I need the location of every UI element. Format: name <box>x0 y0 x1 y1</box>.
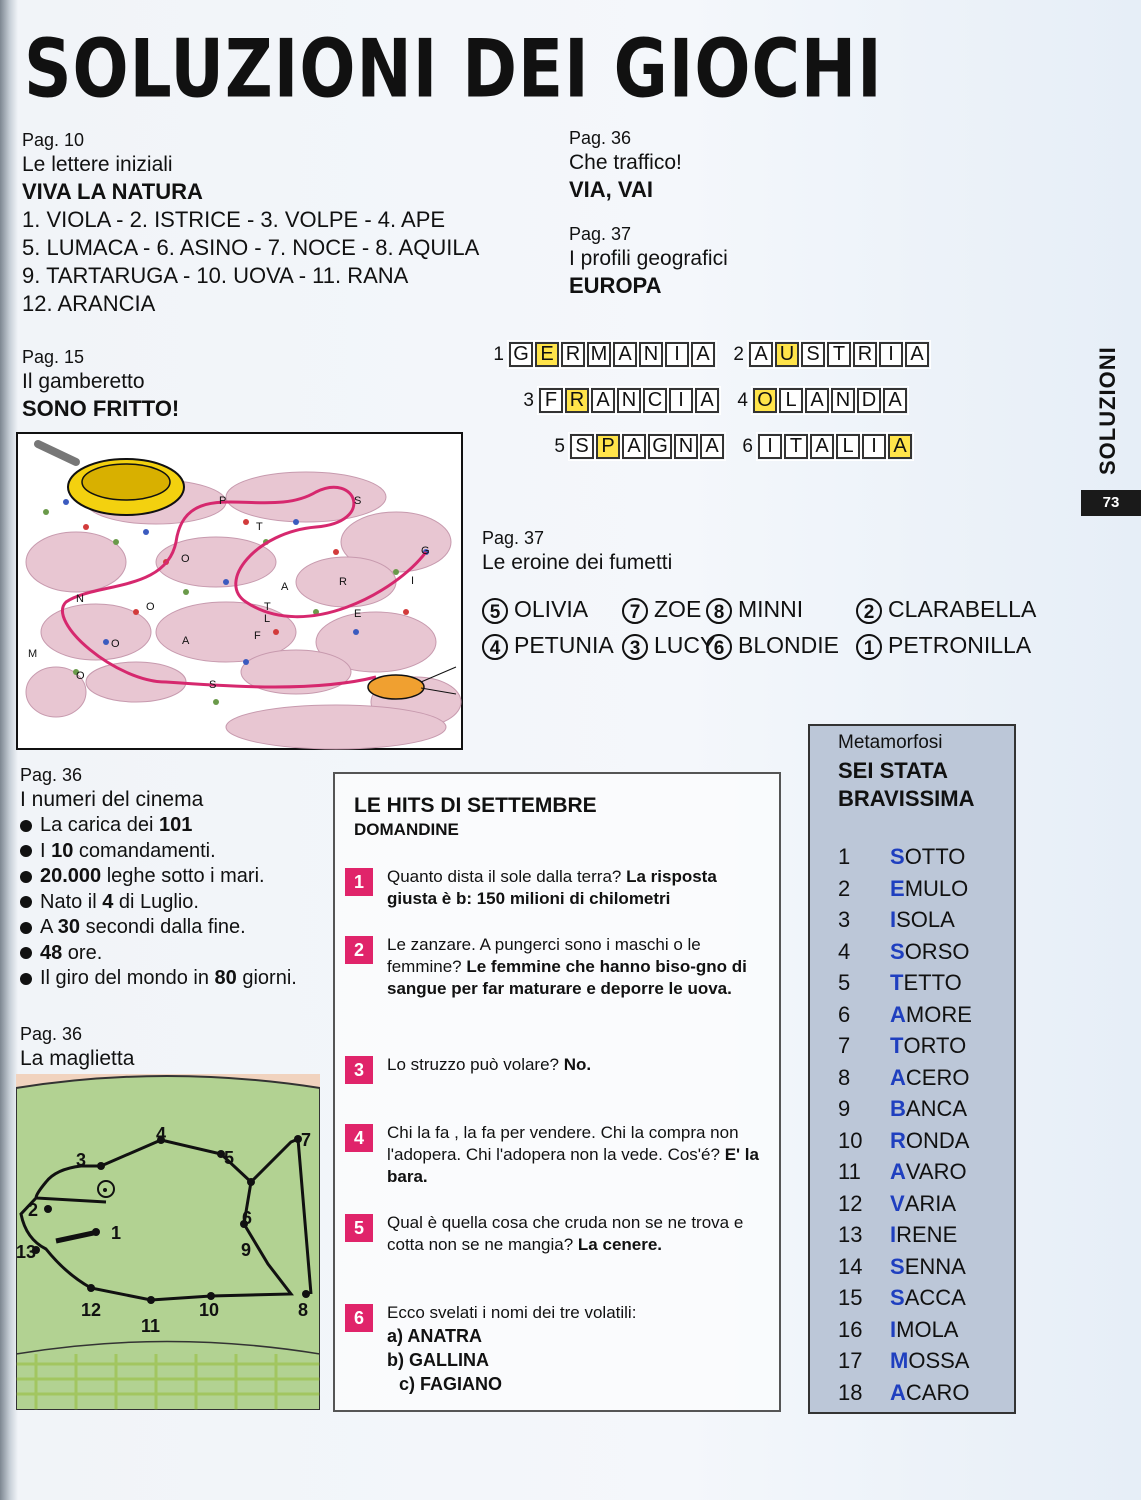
row-word-rest: ACCA <box>904 1285 966 1310</box>
dot-label: 6 <box>242 1208 253 1228</box>
maze-letter: A <box>182 635 190 647</box>
crossword-cell: D <box>857 388 881 413</box>
question-text: Qual è quella cosa che cruda non se ne trova e cotta non se ne mangia? <box>387 1213 744 1254</box>
metamorfosi-row <box>838 1002 972 1032</box>
heroine-item <box>706 632 839 660</box>
metamorfosi-row <box>838 1285 966 1315</box>
dot-label: 2 <box>28 1200 39 1220</box>
crossword-cell: I <box>665 342 689 367</box>
crossword-cell: I <box>669 388 693 413</box>
volatile-answer: c) FAGIANO <box>399 1374 503 1394</box>
question-answer: No. <box>563 1055 592 1074</box>
row-number: 5 <box>838 970 851 995</box>
crossword-cell: M <box>587 342 611 367</box>
bullet-icon <box>20 845 32 857</box>
row-first-letter: B <box>890 1096 906 1121</box>
row-number: 2 <box>838 875 851 901</box>
maze-letter: P <box>219 495 227 507</box>
metamorfosi-heading-1: SEI STATA <box>838 758 948 783</box>
heroine-number: 6 <box>706 634 732 660</box>
crossword-cell: A <box>805 388 829 413</box>
question-answer: La risposta giusta è b: 150 milioni di chilometri <box>387 867 717 908</box>
metamorfosi-box <box>808 724 1016 1414</box>
crossword-cell: A <box>749 342 773 367</box>
question-answer: Le femmine che hanno biso-gno di sangue per far maturare e deporre le uova. <box>387 957 747 998</box>
crossword-word-number: 4 <box>737 389 748 411</box>
row-number: 15 <box>838 1285 863 1310</box>
maglietta-pag: Pag. 36 <box>20 1024 83 1044</box>
maze-letter: R <box>339 576 347 588</box>
row-first-letter: R <box>890 1127 906 1153</box>
heroine-item <box>706 596 803 624</box>
cinema-section <box>20 763 297 992</box>
crossword-cell: L <box>779 388 803 413</box>
cinema-item-pre: I <box>40 839 52 862</box>
question-answer: La cenere. <box>577 1235 663 1254</box>
question-answer: E' la bara. <box>387 1145 759 1186</box>
eroine-pag: Pag. 37 <box>482 528 545 548</box>
crossword-cell: A <box>691 342 715 367</box>
maze-letter: O <box>181 553 190 565</box>
crossword-cell: N <box>831 388 855 413</box>
section-tab-label: SOLUZIONI <box>1095 346 1120 475</box>
metamorfosi-row <box>838 1254 966 1284</box>
metamorfosi-row <box>838 907 955 937</box>
crossword-cell: L <box>836 434 860 459</box>
maze-letter: F <box>254 630 261 642</box>
crossword-cell: C <box>643 388 667 413</box>
crossword-word-number: 1 <box>493 343 504 365</box>
maze-letter: O <box>76 670 85 682</box>
row-word-rest: ARIA <box>904 1190 957 1216</box>
heroine-number: 4 <box>482 634 508 660</box>
row-number: 8 <box>838 1064 851 1090</box>
cinema-item-pre: La carica dei <box>40 814 159 836</box>
question <box>387 866 767 910</box>
natura-line: 9. TARTARUGA - 10. UOVA - 11. RANA <box>22 263 409 288</box>
dot-label: 3 <box>76 1150 87 1170</box>
cinema-item-pre: Nato il <box>40 890 103 913</box>
row-word-rest: MULO <box>904 875 969 901</box>
heroine-number: 3 <box>622 634 648 660</box>
row-word-rest: ORSO <box>904 938 970 964</box>
heroine-item <box>856 632 1031 660</box>
heroine-name: PETRONILLA <box>888 632 1032 658</box>
row-first-letter: S <box>890 938 905 964</box>
bullet-icon <box>20 922 32 934</box>
dot-label: 1 <box>111 1223 122 1243</box>
cinema-pag: Pag. 36 <box>20 765 83 785</box>
metamorfosi-row <box>838 970 962 1000</box>
maze-letter: A <box>281 581 289 593</box>
gamberetto-subtitle: Il gamberetto <box>22 370 145 393</box>
section-tab <box>1093 300 1141 520</box>
maze-letter: N <box>76 593 84 605</box>
page-title: SOLUZIONI DEI GIOCHI <box>24 22 883 116</box>
row-number: 12 <box>838 1190 863 1216</box>
maze-letter: S <box>354 495 362 507</box>
heroine-name: OLIVIA <box>514 596 589 622</box>
crossword-cell: S <box>801 342 825 367</box>
natura-line: 1. VIOLA - 2. ISTRICE - 3. VOLPE - 4. APE <box>22 207 446 232</box>
natura-pag: Pag. 10 <box>22 130 85 150</box>
crossword-cell: G <box>509 342 533 367</box>
row-first-letter: T <box>890 970 904 995</box>
heroine-name: MINNI <box>738 596 804 622</box>
crossword-cell: P <box>596 434 620 459</box>
dot-label: 9 <box>241 1240 252 1260</box>
volatile-answer: b) GALLINA <box>387 1350 489 1370</box>
row-first-letter: E <box>890 875 905 901</box>
row-word-rest: ANCA <box>905 1096 968 1121</box>
traffico-heading: VIA, VAI <box>569 177 653 202</box>
row-first-letter: I <box>890 1316 897 1342</box>
row-word-rest: CERO <box>905 1064 970 1090</box>
question <box>387 1054 767 1076</box>
question-number-badge: 5 <box>345 1214 373 1242</box>
cinema-item-post: secondi dalla fine. <box>80 916 246 938</box>
crossword-cell: N <box>674 434 698 459</box>
traffico-subtitle: Che traffico! <box>569 151 682 174</box>
crossword-cell: R <box>561 342 585 367</box>
heroine-item <box>622 596 701 624</box>
crossword-cell: R <box>565 388 589 413</box>
maze-letter: O <box>146 601 155 613</box>
cinema-item-num: 30 <box>57 916 81 938</box>
cinema-item-num: 20.000 <box>40 865 102 887</box>
row-number: 14 <box>838 1253 863 1279</box>
crossword-word-number: 3 <box>523 389 534 411</box>
traffico-pag: Pag. 36 <box>569 128 632 148</box>
crossword-cell: G <box>648 434 672 459</box>
heroine-number: 5 <box>482 598 508 624</box>
crossword-cell: T <box>784 434 808 459</box>
question-text: Chi la fa , la fa per vendere. Chi la compra non l'adopera. Chi l'adopera non la vede. Cos'é? <box>387 1123 739 1164</box>
heroine-number: 1 <box>856 634 882 660</box>
question-number-badge: 2 <box>345 936 373 964</box>
fish-dot-puzzle <box>16 1074 320 1410</box>
metamorfosi-row <box>838 1222 957 1252</box>
row-number: 4 <box>838 938 851 964</box>
cinema-item <box>20 864 297 890</box>
crossword-cell: I <box>879 342 903 367</box>
metamorfosi-row <box>838 1128 969 1158</box>
cinema-item-post: comandamenti. <box>73 839 216 862</box>
maze-letter: O <box>111 638 120 650</box>
dot-label: 4 <box>156 1124 167 1144</box>
crossword-cell: A <box>810 434 834 459</box>
crossword-cell: S <box>570 434 594 459</box>
crossword-cell: O <box>753 388 777 413</box>
dot-label: 10 <box>199 1300 220 1320</box>
row-word-rest: RENE <box>896 1222 958 1247</box>
bullet-icon <box>20 820 32 832</box>
crossword-cell: A <box>700 434 724 459</box>
maze-letter: T <box>264 601 271 613</box>
row-word-rest: ORTO <box>903 1033 967 1058</box>
question-number-badge: 3 <box>345 1056 373 1084</box>
eroine-section <box>482 526 672 576</box>
metamorfosi-row <box>838 1096 967 1126</box>
cinema-item-post: ore. <box>62 941 103 964</box>
crossword-cell: A <box>613 342 637 367</box>
dot-label: 5 <box>224 1148 235 1168</box>
cinema-item <box>20 839 297 865</box>
metamorfosi-row <box>838 1348 969 1378</box>
dot-label: 7 <box>301 1130 312 1150</box>
crossword-cell: A <box>591 388 615 413</box>
dot-label: 12 <box>81 1300 102 1320</box>
crossword-cell: A <box>695 388 719 413</box>
metamorfosi-row <box>838 876 968 906</box>
question-number-badge: 4 <box>345 1124 373 1152</box>
row-word-rest: ONDA <box>905 1127 970 1153</box>
cinema-item <box>20 941 297 967</box>
row-word-rest: SOLA <box>896 907 955 932</box>
question <box>387 1302 767 1396</box>
row-number: 3 <box>838 907 851 932</box>
maze-letter: G <box>421 545 430 557</box>
row-word-rest: OSSA <box>908 1348 970 1373</box>
row-number: 9 <box>838 1096 851 1121</box>
eroine-subtitle: Le eroine dei fumetti <box>482 551 673 574</box>
hits-heading: LE HITS DI SETTEMBRE <box>354 794 597 817</box>
cinema-item-num: 101 <box>158 814 193 836</box>
question-text: Ecco svelati i nomi dei tre volatili: <box>387 1303 637 1322</box>
cinema-item-num: 48 <box>40 941 63 964</box>
heroine-name: LUCY <box>654 632 716 658</box>
row-number: 18 <box>838 1379 863 1405</box>
metamorfosi-row <box>838 1380 969 1410</box>
row-number: 11 <box>838 1159 861 1184</box>
crossword-cell: U <box>775 342 799 367</box>
cinema-item-pre: A <box>40 916 58 938</box>
crossword-cell: T <box>827 342 851 367</box>
metamorfosi-row <box>838 1033 966 1063</box>
row-first-letter: T <box>890 1033 904 1058</box>
maglietta-section <box>20 1022 134 1072</box>
dot-label: 11 <box>141 1316 161 1336</box>
crossword-cell: A <box>883 388 907 413</box>
crossword-cell: N <box>617 388 641 413</box>
cinema-item-num: 80 <box>214 967 237 989</box>
hits-box <box>333 772 781 1412</box>
question-number-badge: 1 <box>345 868 373 896</box>
row-first-letter: A <box>890 1159 906 1184</box>
row-number: 7 <box>838 1033 851 1058</box>
natura-line: 5. LUMACA - 6. ASINO - 7. NOCE - 8. AQUILA <box>22 235 480 260</box>
heroine-name: ZOE <box>654 596 702 622</box>
crossword-cell: I <box>862 434 886 459</box>
heroine-item <box>482 596 588 624</box>
crossword-word-number: 6 <box>742 435 753 457</box>
crossword-row <box>545 434 913 459</box>
traffico-section <box>569 126 682 204</box>
cinema-item <box>20 915 297 941</box>
bullet-icon <box>20 947 32 959</box>
row-first-letter: A <box>890 1001 906 1027</box>
heroine-name: PETUNIA <box>514 632 614 658</box>
row-word-rest: ETTO <box>903 970 962 995</box>
maze-illustration <box>16 432 463 750</box>
maze-letter: S <box>209 679 217 691</box>
question <box>387 934 767 1000</box>
row-number: 13 <box>838 1222 863 1247</box>
maglietta-subtitle: La maglietta <box>20 1047 135 1070</box>
crossword-word-number: 2 <box>733 343 744 365</box>
cinema-item-pre: Il giro del mondo in <box>40 967 215 989</box>
gamberetto-heading: SONO FRITTO! <box>22 396 180 421</box>
heroine-name: BLONDIE <box>738 632 839 658</box>
question-number-badge: 6 <box>345 1304 373 1332</box>
metamorfosi-row <box>838 1317 958 1347</box>
question-text: Lo struzzo può volare? <box>387 1055 564 1074</box>
question-text: Quanto dista il sole dalla terra? <box>387 867 627 886</box>
gamberetto-section <box>22 345 179 423</box>
metamorfosi-row <box>838 939 969 969</box>
heroine-item <box>482 632 614 660</box>
cinema-item <box>20 966 297 992</box>
row-first-letter: A <box>890 1379 906 1405</box>
question-text: Le zanzare. A pungerci sono i maschi o le femmine? <box>387 935 701 976</box>
hits-subheading: DOMANDINE <box>354 820 459 839</box>
metamorfosi-row <box>838 844 965 874</box>
crossword-row <box>514 388 908 413</box>
crossword-cell: E <box>535 342 559 367</box>
row-first-letter: S <box>890 844 905 869</box>
metamorfosi-subtitle: Metamorfosi <box>838 732 943 753</box>
gamberetto-pag: Pag. 15 <box>22 347 85 367</box>
cinema-item-num: 10 <box>51 839 74 862</box>
row-word-rest: ENNA <box>904 1253 966 1279</box>
crossword-cell: A <box>888 434 912 459</box>
row-number: 10 <box>838 1127 863 1153</box>
heroine-number: 7 <box>622 598 648 624</box>
crossword-cell: N <box>639 342 663 367</box>
row-number: 1 <box>838 844 851 869</box>
heroine-item <box>622 632 715 660</box>
crossword-word-number: 5 <box>554 435 565 457</box>
heroine-number: 8 <box>706 598 732 624</box>
row-word-rest: MOLA <box>896 1316 959 1342</box>
row-number: 16 <box>838 1316 863 1342</box>
natura-subtitle: Le lettere iniziali <box>22 153 173 176</box>
cinema-item-post: giorni. <box>236 967 297 989</box>
row-number: 6 <box>838 1001 851 1027</box>
cinema-item-num: 4 <box>102 890 114 913</box>
row-first-letter: M <box>890 1348 909 1373</box>
profili-pag: Pag. 37 <box>569 224 632 244</box>
row-first-letter: S <box>890 1253 905 1279</box>
maze-letter: I <box>411 575 415 587</box>
cinema-item <box>20 890 297 916</box>
dot-label: 8 <box>298 1300 309 1320</box>
cinema-list <box>20 813 297 992</box>
cinema-item-post: leghe sotto i mari. <box>101 865 265 887</box>
row-first-letter: I <box>890 907 897 932</box>
question <box>387 1122 767 1188</box>
row-first-letter: I <box>890 1222 897 1247</box>
profili-section <box>569 222 728 300</box>
row-word-rest: MORE <box>905 1001 972 1027</box>
maze-letter: M <box>28 648 38 660</box>
crossword-cell: I <box>758 434 782 459</box>
row-first-letter: A <box>890 1064 906 1090</box>
crossword-cell: F <box>539 388 563 413</box>
bullet-icon <box>20 896 32 908</box>
bullet-icon <box>20 973 32 985</box>
volatile-answer: a) ANATRA <box>387 1326 482 1346</box>
metamorfosi-row <box>838 1065 969 1095</box>
cinema-subtitle: I numeri del cinema <box>20 788 204 811</box>
natura-heading: VIVA LA NATURA <box>22 179 203 204</box>
maze-letter: T <box>256 521 263 533</box>
crossword-cell: R <box>853 342 877 367</box>
maze-letter: E <box>354 608 362 620</box>
profili-subtitle: I profili geografici <box>569 247 728 270</box>
row-word-rest: CARO <box>905 1379 970 1405</box>
cinema-item <box>20 813 297 839</box>
profili-heading: EUROPA <box>569 273 662 298</box>
bullet-icon <box>20 871 32 883</box>
crossword-row <box>484 342 930 367</box>
crossword-cell: A <box>622 434 646 459</box>
metamorfosi-row <box>838 1191 956 1221</box>
cinema-item-post: di Luglio. <box>113 890 199 913</box>
row-word-rest: VARO <box>905 1159 967 1184</box>
page-number: 73 <box>1081 490 1141 516</box>
row-first-letter: V <box>890 1190 905 1216</box>
metamorfosi-row <box>838 1159 967 1189</box>
question <box>387 1212 767 1256</box>
heroine-number: 2 <box>856 598 882 624</box>
row-word-rest: OTTO <box>904 844 966 869</box>
natura-line: 12. ARANCIA <box>22 291 156 316</box>
crossword-cell: A <box>905 342 929 367</box>
maze-letter: L <box>264 613 271 625</box>
dot-label: 13 <box>16 1242 37 1262</box>
heroine-name: CLARABELLA <box>888 596 1037 622</box>
row-number: 17 <box>838 1348 863 1373</box>
natura-section <box>22 128 479 318</box>
heroine-item <box>856 596 1036 624</box>
row-first-letter: S <box>890 1285 905 1310</box>
metamorfosi-heading-2: BRAVISSIMA <box>838 786 975 811</box>
